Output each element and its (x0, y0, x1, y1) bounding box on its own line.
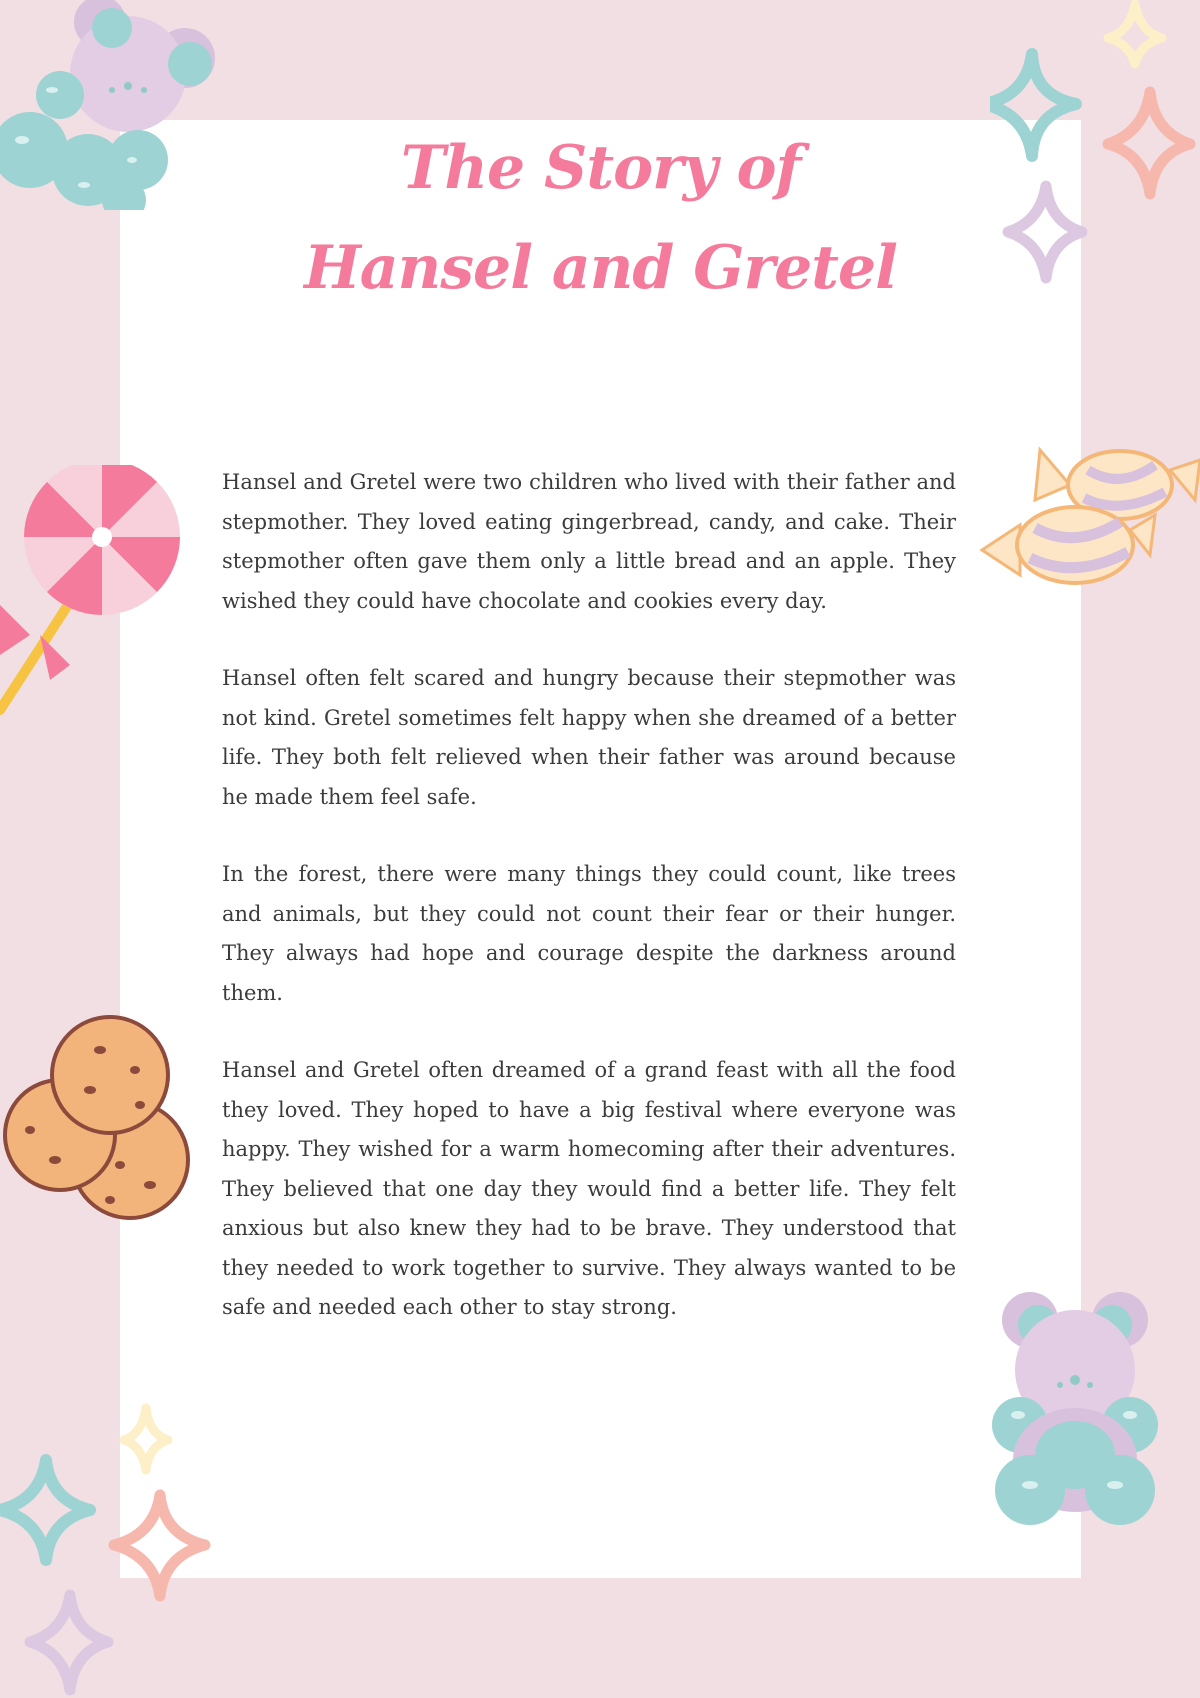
title-line-1: The Story of (400, 133, 801, 203)
story-paragraph-1: Hansel and Gretel were two children who lived with their father and stepmother. They loved eating gingerbread, candy, and cake. Their stepmother often gave them only a little bread and an apple. They wished they could have chocolate and cookies every day. (222, 470, 956, 613)
sparkle-icon (0, 1400, 220, 1698)
gummy-bear-icon (990, 1285, 1165, 1530)
title-line-2: Hansel and Gretel (304, 233, 897, 303)
lollipop-icon (0, 465, 190, 725)
page-title (120, 118, 1081, 318)
story-body (222, 463, 956, 1366)
sparkle-icon (990, 0, 1200, 300)
story-paragraph-3: In the forest, there were many things they could count, like trees and animals, but they could not count their fear or their hunger. They always had hope and courage despite the darkness around them. (222, 862, 956, 1005)
cookies-icon (0, 1015, 200, 1225)
gummy-bear-icon (0, 0, 230, 210)
wrapped-candy-icon (980, 440, 1200, 600)
story-paragraph-4: Hansel and Gretel often dreamed of a grand feast with all the food they loved. They hoped to have a big festival where everyone was happy. They wished for a warm homecoming after their adventures. They believed that one day they would find a better life. They felt anxious but also knew they had to be brave. They understood that they needed to work together to survive. They always wanted to be safe and needed each other to stay strong. (222, 1058, 956, 1319)
story-paragraph-2: Hansel often felt scared and hungry because their stepmother was not kind. Gretel sometimes felt happy when she dreamed of a better life. They both felt relieved when their father was around because he made them feel safe. (222, 666, 956, 809)
